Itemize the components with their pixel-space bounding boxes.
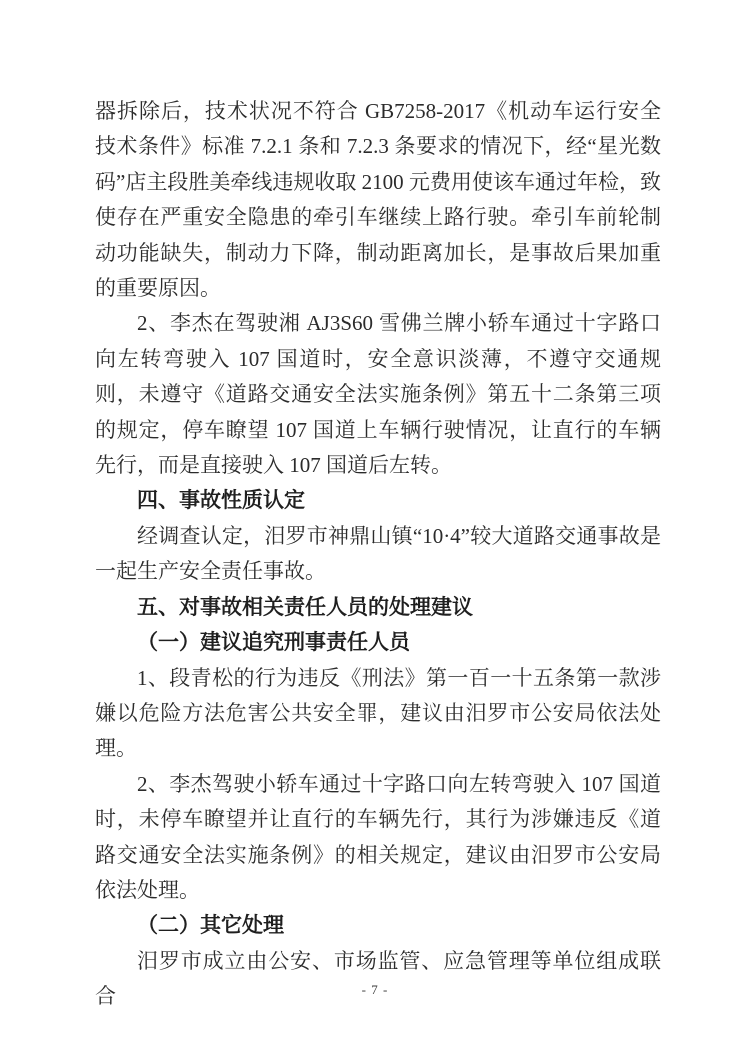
paragraph: 汨罗市成立由公安、市场监管、应急管理等单位组成联合: [95, 948, 661, 1009]
document-body: [95, 94, 661, 1015]
paragraph: 1、段青松的行为违反《刑法》第一百一十五条第一款涉嫌以危险方法危害公共安全罪，建议由汨罗市公安局依法处理。: [95, 665, 661, 761]
section-heading: （二）其它处理: [137, 914, 284, 938]
page-number: - 7 -: [361, 982, 389, 997]
section-heading: （一）建议追究刑事责任人员: [137, 631, 410, 655]
paragraph: 经调查认定，汨罗市神鼎山镇“10·4”较大道路交通事故是一起生产安全责任事故。: [95, 523, 661, 584]
paragraph: 2、李杰在驾驶湘 AJ3S60 雪佛兰牌小轿车通过十字路口向左转弯驶入 107 国道时，安全意识淡薄，不遵守交通规则，未遵守《道路交通安全法实施条例》第五十二条第三项的规定，停车瞭望 107 国道上车辆行驶情况，让直行的车辆先行，而是直接驶入 107 国道后左转。: [95, 311, 661, 478]
paragraph: 器拆除后，技术状况不符合 GB7258-2017《机动车运行安全技术条件》标准 7.2.1 条和 7.2.3 条要求的情况下，经“星光数码”店主段胜美牵线违规收取 2100 元费用使该车通过年检，致使存在严重安全隐患的牵引车继续上路行驶。牵引车前轮制动功能缺失，制动力下降，制动距离加长，是事故后果加重的重要原因。: [95, 99, 661, 301]
section-heading: 四、事故性质认定: [137, 489, 305, 513]
section-heading: 五、对事故相关责任人员的处理建议: [137, 595, 473, 619]
paragraph: 2、李杰驾驶小轿车通过十字路口向左转弯驶入 107 国道时，未停车瞭望并让直行的车辆先行，其行为涉嫌违反《道路交通安全法实施条例》的相关规定，建议由汨罗市公安局依法处理。: [95, 771, 661, 902]
